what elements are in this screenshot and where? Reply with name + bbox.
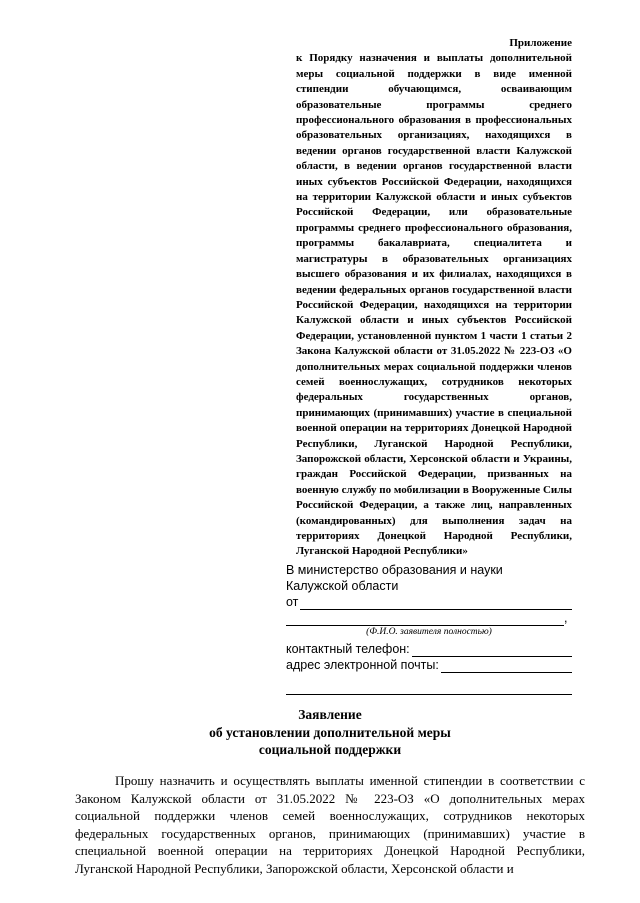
phone-label: контактный телефон: (286, 642, 410, 656)
statement-title (160, 706, 500, 759)
from-field[interactable] (300, 597, 572, 610)
statement-title-line-2: об установлении дополнительной меры (209, 724, 451, 740)
name-hint: (Ф.И.О. заявителя полностью) (366, 627, 492, 637)
email-row (286, 657, 572, 673)
name-row (286, 610, 572, 626)
name-field[interactable] (286, 613, 564, 626)
from-label: от (286, 595, 299, 609)
phone-row (286, 641, 572, 657)
email-label: адрес электронной почты: (286, 658, 439, 672)
appendix-block (296, 36, 572, 560)
phone-field[interactable] (412, 644, 572, 657)
statement-title-line-3: социальной поддержки (258, 742, 402, 757)
appendix-text: к Порядку назначения и выплаты дополнительной меры социальной поддержки в виде именной стипендии обучающимся, осваивающим образовательные программы среднего профессионального образования в профессиональных образовательных организациях, находящихся в ведении органов государственной власти Калужской области, в ведении органов государственной власти иных субъектов Российской Федерации, находящихся на территории Калужской области и иных субъектов Российской Федерации, или образовательные программы среднего профессионального образования, программы бакалавриата, специалитета и магистратуры в образовательных организациях высшего образования и их филиалах, находящихся в ведении федеральных органов государственной власти Российской Федерации, находящихся на территории Калужской области и иных субъектов Российской Федерации, установленной пунктом 1 части 1 статьи 2 Закона Калужской области от 31.05.2022 № 223-ОЗ «О дополнительных мерах социальной поддержки членов семей военнослужащих, сотрудников некоторых федеральных государственных органов, принимающих (принимавших) участие в специальной военной операции на территориях Донецкой Народной Республики, Луганской Народной Республики, Запорожской области, Херсонской области и Украины, граждан Российской Федерации, призванных на военную службу по мобилизации в Вооруженные Силы Российской Федерации, а также лиц, направленных (командированных) для выполнения задач на территориях Донецкой Народной Республики, Луганской Народной Республики» (296, 52, 572, 558)
addressee-line-2: Калужской области (286, 579, 399, 593)
statement-body: Прошу назначить и осуществлять выплаты именной стипендии в соответствии с Законом Калужской области от 31.05.2022 № 223-ОЗ «О дополнительных мерах социальной поддержки членов семей военнослужащих, сотрудников некоторых федеральных государственных органов, принимающих (принимавших) участие в специальной военной операции на территориях Донецкой Народной Республики, Луганской Народной Республики, Запорожской области, Херсонской области и (75, 773, 585, 876)
from-row (286, 594, 572, 610)
statement-title-line-1: Заявление (298, 707, 362, 722)
email-field[interactable] (441, 660, 572, 673)
extra-field[interactable] (286, 682, 572, 695)
appendix-heading: Приложение (509, 37, 572, 49)
addressee-block (286, 562, 572, 695)
addressee-line-1: В министерство образования и науки (286, 563, 503, 577)
name-comma: , (564, 611, 568, 625)
extra-row (286, 679, 572, 695)
